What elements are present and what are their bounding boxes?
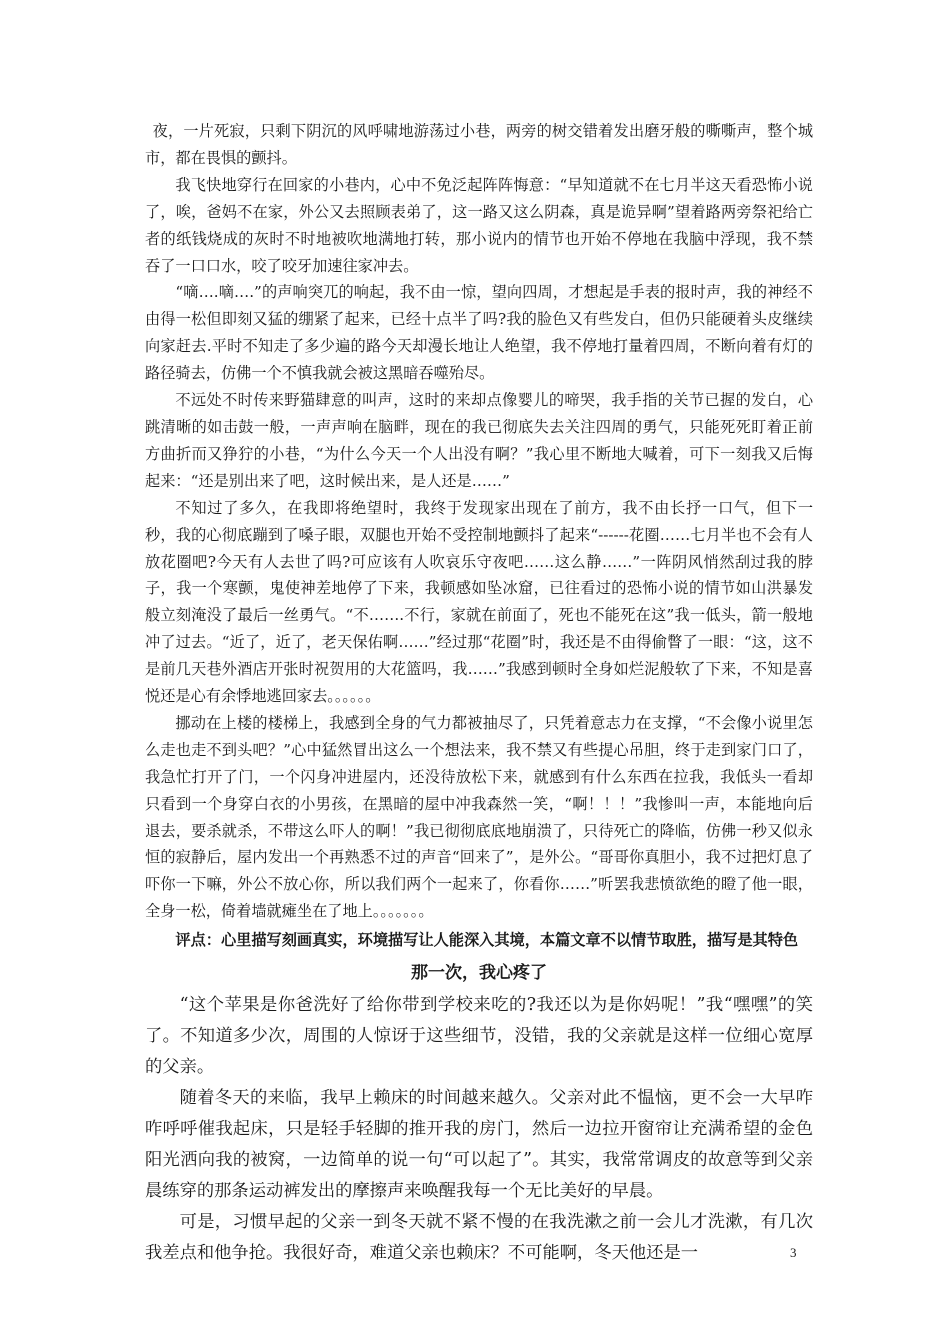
- document-page: [145, 118, 813, 1269]
- story-paragraph: 不远处不时传来野猫肆意的叫声，这时的来却点像婴儿的啼哭，我手指的关节已握的发白，心跳清晰的如击鼓一般，一声声响在脑畔，现在的我已彻底失去关注四周的勇气，只能死死盯着正前方曲折而又狰狞的小巷，“为什么今天一个人出没有啊？”我心里不断地大喊着，可下一刻我又后悔起来：“还是别出来了吧，这时候出来，是人还是……”: [145, 391, 813, 490]
- article-paragraph: 随着冬天的来临，我早上赖床的时间越来越久。父亲对此不愠恼，更不会一大早咋咋呼呼催我起床，只是轻手轻脚的推开我的房门，然后一边拉开窗帘让充满希望的金色阳光洒向我的被窝，一边简单的说一句“可以起了”。其实，我常常调皮的故意等到父亲晨练穿的那条运动裤发出的摩擦声来唤醒我每一个无比美好的早晨。: [145, 1088, 813, 1202]
- page-number: 3: [790, 1245, 797, 1260]
- teacher-comment: 评点：心里描写刻画真实，环境描写让人能深入其境，本篇文章不以情节取胜，描写是其特色: [175, 931, 799, 950]
- article-paragraph: “这个苹果是你爸洗好了给你带到学校来吃的?我还以为是你妈呢！”我“嘿嘿”的笑了。不知道多少次，周围的人惊讶于这些细节，没错，我的父亲就是这样一位细心宽厚的父亲。: [145, 995, 813, 1078]
- story-paragraph: 不知过了多久，在我即将绝望时，我终于发现家出现在了前方，我不由长抒一口气，但下一秒，我的心彻底蹦到了嗓子眼，双腿也开始不受控制地颤抖了起来“------花圈……七月半也不会有人放花圈吧?今天有人去世了吗?可应该有人吹哀乐守夜吧……这么静……”一阵阴风悄然刮过我的脖子，我一个寒颤，鬼使神差地停了下来，我顿感如坠冰窟，已往看过的恐怖小说的情节如山洪暴发般立刻淹没了最后一丝勇气。“不…….不行，家就在前面了，死也不能死在这”我一低头，箭一般地冲了过去。“近了，近了，老天保佑啊……”经过那“花圈”时，我还是不由得偷瞥了一眼：“这，这不是前几天巷外酒店开张时祝贺用的大花篮吗，我……”我感到顿时全身如烂泥般软了下来，不知是喜悦还是心有余悸地逃回家去。。。。。。: [145, 498, 813, 706]
- story-paragraph: 夜，一片死寂，只剩下阴沉的风呼啸地游荡过小巷，两旁的树交错着发出磨牙般的嘶嘶声，整个城市，都在畏惧的颤抖。: [145, 122, 813, 167]
- story-paragraph: 挪动在上楼的楼梯上，我感到全身的气力都被抽尽了，只凭着意志力在支撑，“不会像小说里怎么走也走不到头吧？”心中猛然冒出这么一个想法来，我不禁又有些提心吊胆，终于走到家门口了，我急忙打开了门，一个闪身冲进屋内，还没待放松下来，就感到有什么东西在拉我，我低头一看却只看到一个身穿白衣的小男孩，在黑暗的屋中冲我森然一笑，“啊！！！”我惨叫一声，本能地向后退去，要杀就杀，不带这么吓人的啊！”我已彻彻底底地崩溃了，只待死亡的降临，仿佛一秒又似永恒的寂静后，屋内发出一个再熟悉不过的声音“回来了”，是外公。“哥哥你真胆小，我不过把灯息了吓你一下嘛，外公不放心你，所以我们两个一起来了，你看你……”听罢我悲愤欲绝的瞪了他一眼，全身一松，倚着墙就瘫坐在了地上。。。。。。。: [145, 713, 813, 921]
- article-title: 那一次，我心疼了: [411, 963, 547, 984]
- article-body: [145, 990, 813, 1269]
- story-paragraph: 我飞快地穿行在回家的小巷内，心中不免泛起阵阵悔意：“早知道就不在七月半这天看恐怖小说了，唉，爸妈不在家，外公又去照顾表弟了，这一路又这么阴森，真是诡异啊”望着路两旁祭祀给亡者的纸钱烧成的灰时不时地被吹地满地打转，那小说内的情节也开始不停地在我脑中浮现，我不禁吞了一口口水，咬了咬牙加速往家冲去。: [145, 175, 813, 275]
- article-paragraph: 可是，习惯早起的父亲一到冬天就不紧不慢的在我洗漱之前一会儿才洗漱，有几次我差点和他争抢。我很好奇，难道父亲也赖床？不可能啊，冬天他还是一: [145, 1212, 813, 1264]
- story-body: [145, 118, 813, 925]
- story-paragraph: “嘀….嘀….”的声响突兀的响起，我不由一惊，望向四周，才想起是手表的报时声，我的神经不由得一松但即刻又猛的绷紧了起来，已经十点半了吗?我的脸色又有些发白，但仍只能硬着头皮继续向家赶去.平时不知走了多少遍的路今天却漫长地让人绝望，我不停地打量着四周，不断向着有灯的路径骑去，仿佛一个不慎我就会被这黑暗吞噬殆尽。: [145, 283, 813, 383]
